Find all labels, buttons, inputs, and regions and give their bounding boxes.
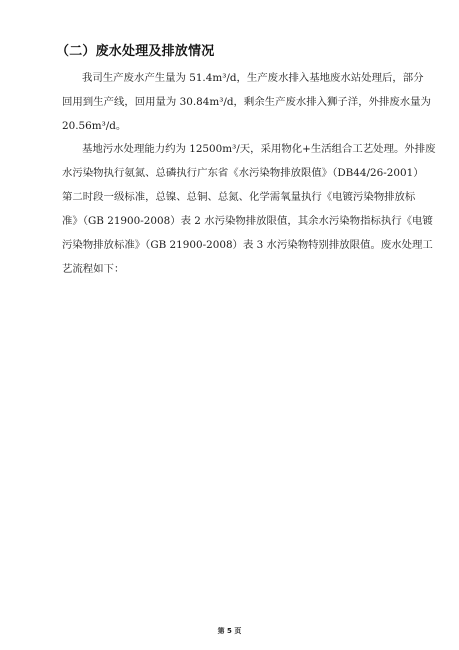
paragraph-2-line-6: 艺流程如下： — [62, 263, 125, 275]
paragraph-1-line-2: 回用到生产线，回用量为 30.84m³/d，剩余生产废水排入狮子洋，外排废水量为 — [62, 96, 431, 108]
section-heading: （二）废水处理及排放情况 — [56, 44, 215, 59]
paragraph-2-line-2: 水污染物执行氨氮、总磷执行广东省《水污染物排放限值》（DB44/26-2001） — [62, 167, 424, 179]
paragraph-2-line-4: 准》（GB 21900-2008）表 2 水污染物排放限值，其余水污染物指标执行《电镀 — [62, 215, 433, 227]
paragraph-1-line-3: 20.56m³/d。 — [62, 120, 127, 132]
page-number: 第 5 页 — [217, 627, 242, 635]
paragraph-2-line-1: 基地污水处理能力约为 12500m³/天，采用物化+生活组合工艺处理。外排废 — [82, 143, 436, 155]
paragraph-1-line-1: 我司生产废水产生量为 51.4m³/d，生产废水排入基地废水站处理后，部分 — [82, 72, 424, 84]
paragraph-2-line-5: 污染物排放标准》（GB 21900-2008）表 3 水污染物特别排放限值。废水处理工 — [62, 239, 433, 251]
paragraph-2-line-3: 第二时段一级标准，总镍、总铜、总氮、化学需氧量执行《电镀污染物排放标 — [62, 191, 416, 203]
